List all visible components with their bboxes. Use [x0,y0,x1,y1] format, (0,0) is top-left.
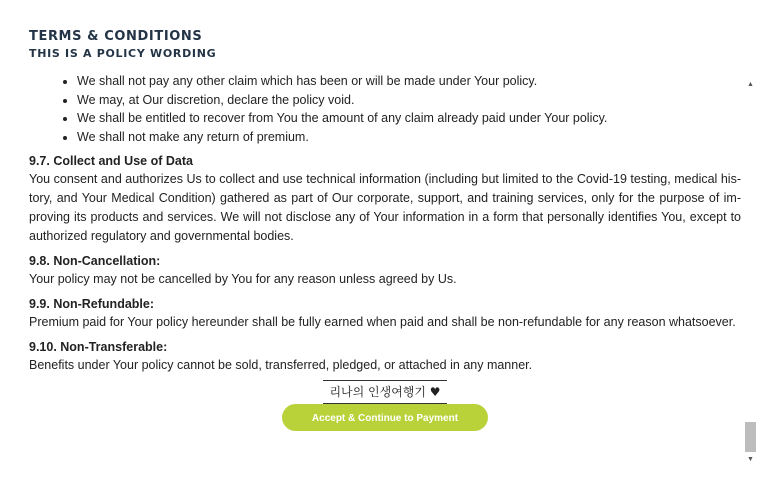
triangle-up-icon[interactable]: ▲ [747,81,754,88]
list-item: • We may, at Our discretion, declare the policy void. [77,91,741,110]
terms-scroll-area[interactable] [0,68,757,466]
watermark-wrap [29,380,741,404]
terms-content [29,72,741,431]
page-title: TERMS & CONDITIONS [29,29,203,44]
section-heading: 9.8. Non-Cancellation: [29,254,161,268]
accept-continue-button[interactable]: Accept & Continue to Payment [282,404,488,431]
list-item: • We shall not pay any other claim which has been or will be made under Your policy. [77,72,741,91]
section-body: Benefits under Your policy cannot be sold, transferred, pledged, or attached in any manner. [29,358,533,372]
button-wrap [29,404,741,431]
page-subtitle: THIS IS A POLICY WORDING [29,47,217,60]
triangle-down-icon[interactable]: ▼ [747,456,754,463]
section-body: Your policy may not be cancelled by You for any reason unless agreed by Us. [29,272,457,286]
header [29,29,216,61]
vertical-scrollbar[interactable] [744,74,757,466]
section-non-transferable [29,338,741,375]
list-item: • We shall not make any return of premium. [77,128,741,147]
section-non-cancellation [29,252,741,289]
section-collect-use-data [29,152,741,246]
bullet-list [29,72,741,146]
section-body: Premium paid for Your policy hereunder shall be fully earned when paid and shall be non-refundable for any reason whatsoever. [29,315,736,329]
section-body: You consent and authorizes Us to collect and use technical information (including but limited to the Covid-19 testing, medical his-tory, and Your Medical Condition) gathered as part of Our corporate, support, and training services, only for the purpose of im-proving its products and services. We will not disclose any of Your information in a form that personally identifies You, except to authorized regulatory and governmental bodies. [29,172,741,243]
watermark: 리나의 인생여행기 ♥ [323,380,446,404]
section-heading: 9.10. Non-Transferable: [29,340,168,354]
section-heading: 9.9. Non-Refundable: [29,297,155,311]
section-heading: 9.7. Collect and Use of Data [29,154,193,168]
list-item: • We shall be entitled to recover from You the amount of any claim already paid under Your policy. [77,109,741,128]
scrollbar-thumb[interactable] [745,422,756,452]
section-non-refundable [29,295,741,332]
